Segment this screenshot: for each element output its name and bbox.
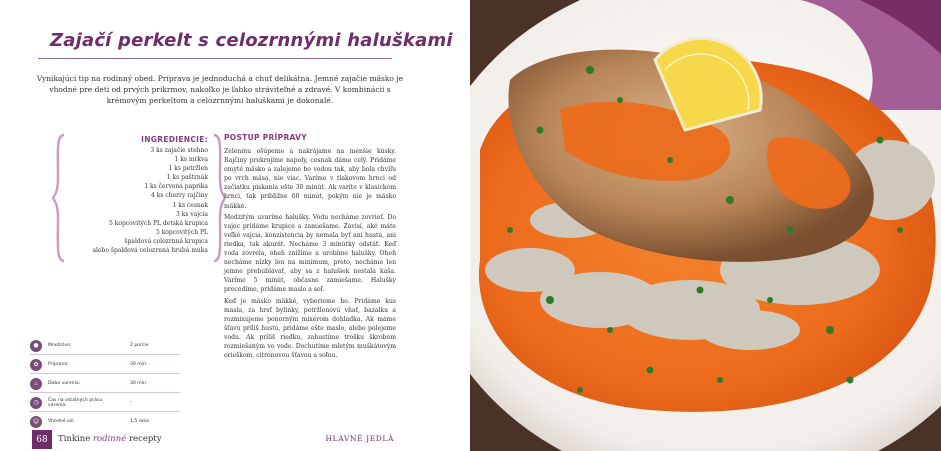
info-row-other-time <box>30 393 180 412</box>
ingredient-item: 5 kopcovitých PL detská krupica <box>108 219 208 227</box>
age-icon: ☺ <box>30 416 42 428</box>
ingredient-item: 1 ks cesnak <box>172 201 208 209</box>
food-photo-illustration <box>470 0 941 451</box>
recipe-title: Zajačí perkelt s celozrnnými haluškami <box>50 30 453 51</box>
recipe-intro: Vynikajúci tip na rodinný obed. Príprava je jednoduchá a chuť delikátna. Jemné zajačie mäsko je vhodné pre deti od prvých prikrmov, nakoľko je ľahko stráviteľné a zdravé. V kombinácii s krémovým perkeltom a celozrnnými haluškami je dokonalé. <box>36 74 404 105</box>
info-row-servings <box>30 336 180 355</box>
page-number: 68 <box>32 430 52 449</box>
method-paragraph: Keď je mäsko mäkké, vyberieme ho. Pridáme kus masla, za hrsť bylinky, petržlenovú vňať, bazalku a rozmixujeme ponorným mixérom dohladka. Ak máme šťavu príliš hustú, pridáme ešte maslo, alebo polejeme vodu. Ak príliš riedku, zahustíme trošku škrobom rozmiešaným vo vode. Dochutíme mletým muškátovým orieškom, citrónovou šťavou a soľou. <box>224 297 396 360</box>
info-label: Doba varenia: <box>48 381 81 386</box>
left-brace-icon <box>52 133 66 263</box>
ingredients-heading: INGREDIENCIE: <box>141 135 208 144</box>
info-value: 30 min <box>130 362 146 367</box>
method-heading: POSTUP PRÍPRAVY <box>224 133 307 142</box>
ingredient-item: špaldová celozrnná krupica <box>124 237 208 245</box>
info-label: Príprava: <box>48 362 69 367</box>
ingredient-item: 4 ks cherry rajčiny <box>151 192 208 200</box>
method-paragraph: Medzitým uvaríme halušky. Vodu necháme zovrieť. Do vajec pridáme krupice a zamiešame. Závisí, aké máte veľké vajcia, konzistencia by nemala byť ani hustá, ani riedka, tak akurát. Necháme 3 minútky odstáť. Keď voda zovrela, oheň znížime a urobíme halušky. Oheň necháme nízky len na minimum, preto, necháme len jemne prebublávať, aby sa z halušiek nestala kaša. Varíme 5 minút, občasne zamiešame. Halušky precedíme, pridáme maslo a soľ. <box>224 213 396 294</box>
info-label: Čas na ostatných prácu varenia: <box>48 397 103 408</box>
ingredients-list <box>92 146 208 255</box>
page-footer <box>0 428 470 451</box>
info-label: Množstvo: <box>48 343 72 348</box>
book-title-suffix: recepty <box>128 434 162 444</box>
cook-icon: ♨ <box>30 378 42 390</box>
ingredient-item: 1 ks červená paprika <box>144 183 208 191</box>
info-value: 2 porcie <box>130 343 149 348</box>
info-value: - <box>130 400 132 405</box>
servings-icon: ● <box>30 340 42 352</box>
book-title-accent: rodinné <box>92 434 127 444</box>
book-title-prefix: Tinkine <box>58 434 91 444</box>
food-photo <box>470 0 941 451</box>
info-row-prep <box>30 355 180 374</box>
left-page <box>0 0 470 451</box>
book-title <box>58 434 162 444</box>
ingredient-item: 1 ks mrkva <box>174 156 208 164</box>
ingredient-item: alebo špaldová celozrnná hrubá múka <box>92 247 208 255</box>
title-divider <box>38 58 392 59</box>
ingredient-item: 1 ks paštrnák <box>166 174 208 182</box>
info-row-cook <box>30 374 180 393</box>
ingredient-item: 3 ks zajačie stehno <box>150 147 208 154</box>
clock-icon: ◷ <box>30 397 42 409</box>
ingredient-item: 3 ks vajcia <box>175 210 208 218</box>
ingredient-item: 5 kopcovitých PL <box>155 228 208 236</box>
method-section <box>224 133 396 362</box>
prep-icon: ✿ <box>30 359 42 371</box>
ingredients-panel <box>58 133 208 263</box>
info-value: 30 min <box>130 381 146 386</box>
ingredient-item: 1 ks petržlen <box>168 165 208 173</box>
section-name: HLAVNÉ JEDLÁ <box>325 434 394 443</box>
recipe-info <box>30 336 180 431</box>
info-label: Vhodné od: <box>48 419 75 424</box>
method-paragraph: Zeleninu ošúpeme a nakrájame na menšie kúsky. Rajčiny prekrojíme napoly, cesnak dáme celý. Pridáme omyté mäsko a zalejeme ho vodou tak, aby bola chvíľu po vrch mäsa, nie viac. Varíme v tlakovom hrnci od začiatku piskania ešte 30 minút. Ak varíte v klasickom hrnci, tak približne 60 minút, pokým nie je mäsko mäkké. <box>224 148 396 210</box>
info-value: 1,5 roka <box>130 419 149 424</box>
